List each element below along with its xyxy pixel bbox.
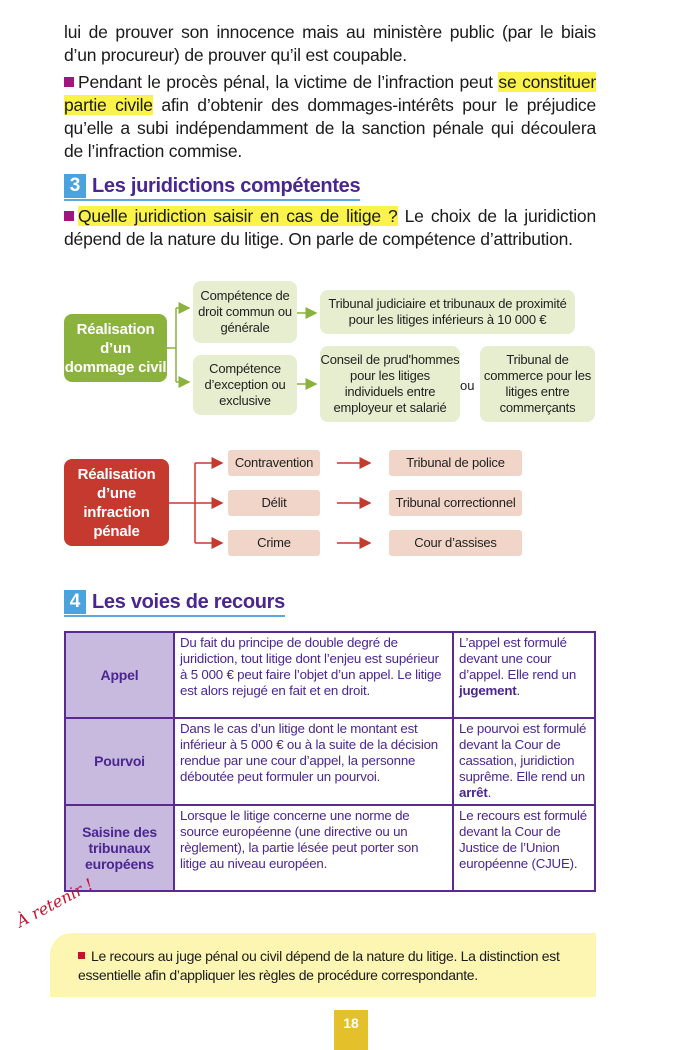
text: Le choix de la juridiction dépend de la nature du litige. On parle de compétence d’attribution. [64,206,596,249]
prudhommes-box: Conseil de prud'hommes pour les litiges individuels entre employeur et salarié [320,346,460,422]
text: Pendant le procès pénal, la victime de l’infraction peut [78,72,499,92]
intro-paragraph: lui de prouver son innocence mais au ministère public (par le biais d’un procureur) de prouver qu’il est coupable. [64,22,596,65]
text: . [516,683,521,698]
recours-court [453,718,595,805]
tribunal-commerce-box: Tribunal de commerce pour les litiges entre commerçants [480,346,595,422]
section-number: 4 [64,590,86,614]
or-label: ou [460,378,475,393]
recours-description: Du fait du principe de double degré de juridiction, tout litige dont l’enjeu est supérieur à 5 000 € peut faire l’objet d’un appel. Le litige est alors rejugé en fait et en droit. [174,632,453,718]
civil-root-box: Réalisation d’un dommage civil [64,314,167,382]
section-title: Les juridictions compétentes [92,175,361,197]
bold-term: arrêt [459,785,488,800]
retenir-label: À retenir ! [13,874,97,931]
court-tribunal-police: Tribunal de police [389,450,522,476]
page-number: 18 [334,1010,368,1050]
tribunal-judiciaire-box: Tribunal judiciaire et tribunaux de proximité pour les litiges inférieurs à 10 000 € [320,290,575,334]
infraction-crime: Crime [228,530,320,556]
highlight-partie-civile: se constituer partie civile [64,72,596,115]
table-row [65,718,595,805]
recours-court [453,632,595,718]
recours-name: Appel [65,632,174,718]
retenir-text [78,947,583,985]
recours-description: Dans le cas d’un litige dont le montant est inférieur à 5 000 € ou à la suite de la décision rendue par une cour d’appel, la personne déboutée peut formuler un pourvoi. [174,718,453,805]
infraction-delit: Délit [228,490,320,516]
text: L’appel est formulé devant une cour d’appel. Elle rend un [459,635,577,682]
recours-table [64,631,596,892]
text: Le recours est formulé devant la Cour de Justice de l’Union européenne (CJUE). [459,808,587,871]
court-cour-assises: Cour d’assises [389,530,522,556]
recours-name: Saisine des tribunaux européens [65,805,174,891]
text: afin d’obtenir des dommages-intérêts pour le préjudice qu’elle a subi indépendamment de la sanction pénale qui découlera de l’infraction commise. [64,95,596,161]
table-row [65,805,595,891]
recours-name: Pourvoi [65,718,174,805]
court-tribunal-correctionnel: Tribunal correctionnel [389,490,522,516]
competence-droit-commun-box: Compétence de droit commun ou générale [193,281,297,343]
section-4-heading [64,590,285,617]
highlight-question: Quelle juridiction saisir en cas de litige ? [78,206,398,226]
section-number: 3 [64,174,86,198]
text: Le pourvoi est formulé devant la Cour de cassation, juridiction suprême. Elle rend un [459,721,587,784]
recours-court [453,805,595,891]
recours-description: Lorsque le litige concerne une norme de source européenne (une directive ou un règlement), la partie lésée peut porter son litige au niveau européen. [174,805,453,891]
bullet-square-icon [78,952,85,959]
text: . [487,785,492,800]
table-row [65,632,595,718]
competence-exception-box: Compétence d’exception ou exclusive [193,355,297,415]
infraction-contravention: Contravention [228,450,320,476]
bold-term: jugement [459,683,517,698]
section-title: Les voies de recours [92,591,285,613]
text: Le recours au juge pénal ou civil dépend de la nature du litige. La distinction est essentielle afin d’appliquer les règles de procédure correspondante. [78,948,560,983]
penal-root-box: Réalisation d’une infraction pénale [64,459,169,546]
